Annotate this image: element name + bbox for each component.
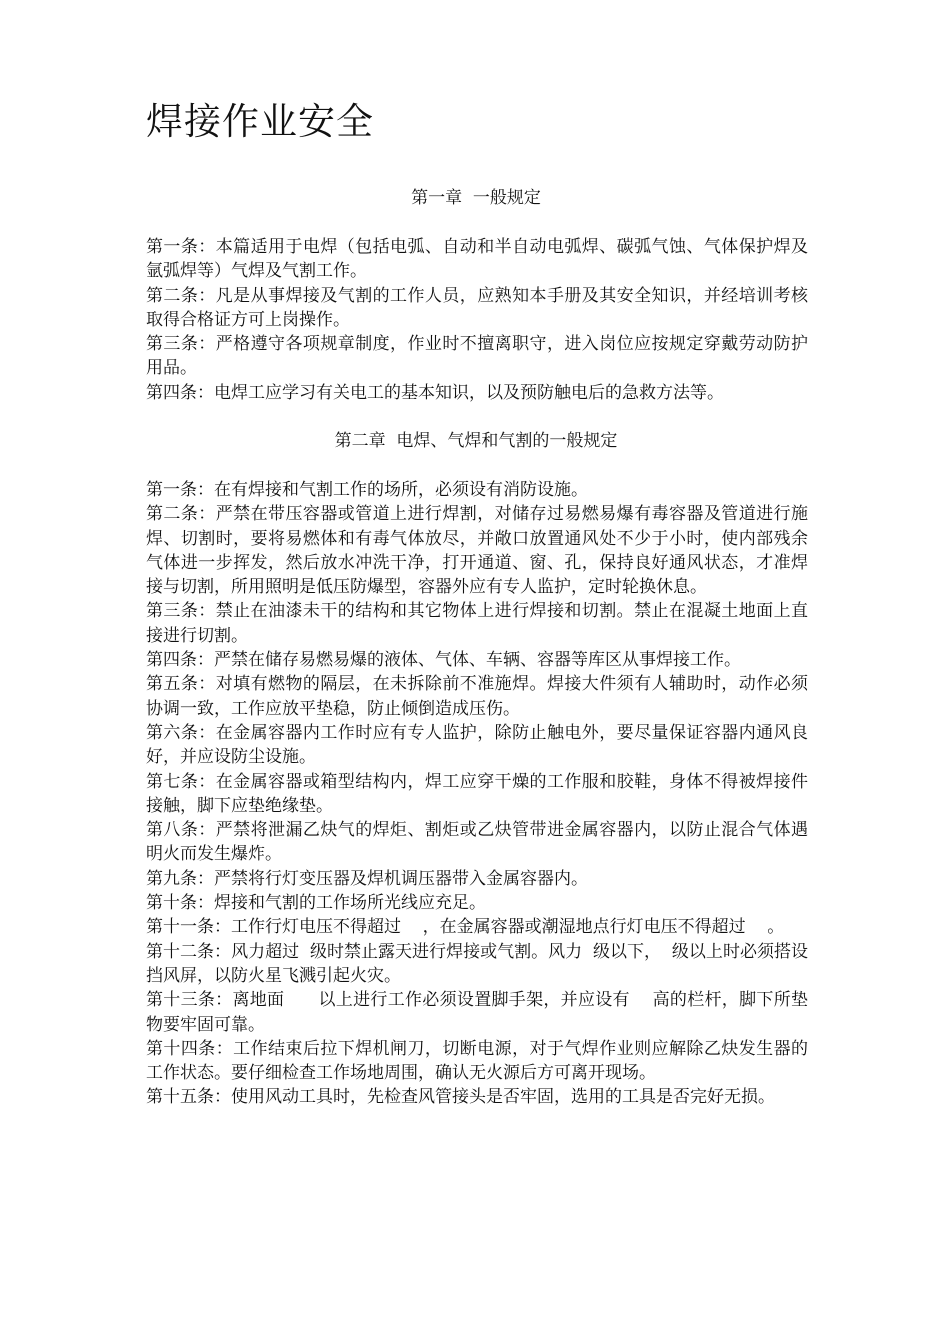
chapter-1-article-1: 第一条：本篇适用于电焊（包括电弧、自动和半自动电弧焊、碳弧气蚀、气体保护焊及氩弧焊等）气焊及气割工作。: [146, 237, 808, 282]
chapter-2-article-4: 第四条：严禁在储存易燃易爆的液体、气体、车辆、容器等库区从事焊接工作。: [146, 650, 741, 671]
chapter-2-article-9: 第九条：严禁将行灯变压器及焊机调压器带入金属容器内。: [146, 868, 588, 889]
chapter-2-article-6: 第六条：在金属容器内工作时应有专人监护，除防止触电外，要尽量保证容器内通风良好，并应设防尘设施。: [146, 722, 808, 768]
chapter-2-article-15: 第十五条：使用风动工具时，先检查风管接头是否牢固，选用的工具是否完好无损。: [146, 1087, 775, 1108]
document-title: 焊接作业安全: [146, 100, 374, 143]
chapter-1-heading: 第一章 一般规定: [411, 188, 541, 208]
chapter-1-body: [146, 235, 808, 405]
chapter-1-article-3: 第三条：严格遵守各项规章制度，作业时不擅离职守，进入岗位应按规定穿戴劳动防护用品。: [146, 334, 808, 379]
chapter-2-body: [146, 478, 808, 1110]
chapter-2-article-11: 第十一条：工作行灯电压不得超过 ，在金属容器或潮湿地点行灯电压不得超过 。: [146, 917, 785, 938]
chapter-1-article-2: 第二条：凡是从事焊接及气割的工作人员，应熟知本手册及其安全知识，并经培训考核取得合格证方可上岗操作。: [146, 285, 808, 330]
chapter-2-article-8: 第八条：严禁将泄漏乙炔气的焊炬、割炬或乙炔管带进金属容器内，以防止混合气体遇明火而发生爆炸。: [146, 820, 808, 865]
chapter-2-article-10: 第十条：焊接和气割的工作场所光线应充足。: [146, 893, 486, 914]
chapter-2-article-5: 第五条：对填有燃物的隔层，在未拆除前不准施焊。焊接大件须有人辅助时，动作必须协调一致，工作应放平垫稳，防止倾倒造成压伤。: [146, 674, 808, 719]
chapter-2-article-3: 第三条：禁止在油漆未干的结构和其它物体上进行焊接和切割。禁止在混凝土地面上直接进行切割。: [146, 601, 808, 646]
chapter-2-article-2: 第二条：严禁在带压容器或管道上进行焊割，对储存过易燃易爆有毒容器及管道进行施焊、切割时，要将易燃体和有毒气体放尽，并敞口放置通风处不少于小时，使内部残余气体进一步挥发，然后放水冲洗干净，打开通道、窗、孔，保持良好通风状态，才准焊接与切割，所用照明是低压防爆型，容器外应有专人监护，定时轮换休息。: [146, 504, 808, 598]
chapter-2-article-1: 第一条：在有焊接和气割工作的场所，必须设有消防设施。: [146, 480, 588, 500]
chapter-1-article-4: 第四条：电焊工应学习有关电工的基本知识，以及预防触电后的急救方法等。: [146, 382, 724, 403]
chapter-2-article-13: 第十三条：离地面 以上进行工作必须设置脚手架，并应设有 高的栏杆，脚下所垫物要牢固可靠。: [146, 990, 808, 1035]
chapter-2-article-7: 第七条：在金属容器或箱型结构内，焊工应穿干燥的工作服和胶鞋，身体不得被焊接件接触，脚下应垫绝缘垫。: [146, 771, 808, 816]
chapter-2-article-14: 第十四条：工作结束后拉下焊机闸刀，切断电源，对于气焊作业则应解除乙炔发生器的工作状态。要仔细检查工作场地周围，确认无火源后方可离开现场。: [146, 1038, 808, 1084]
chapter-2-article-12: 第十二条：风力超过 级时禁止露天进行焊接或气割。风力 级以下， 级以上时必须搭设挡风屏，以防火星飞溅引起火灾。: [146, 941, 808, 986]
chapter-2-heading: 第二章 电焊、气焊和气割的一般规定: [334, 431, 618, 451]
